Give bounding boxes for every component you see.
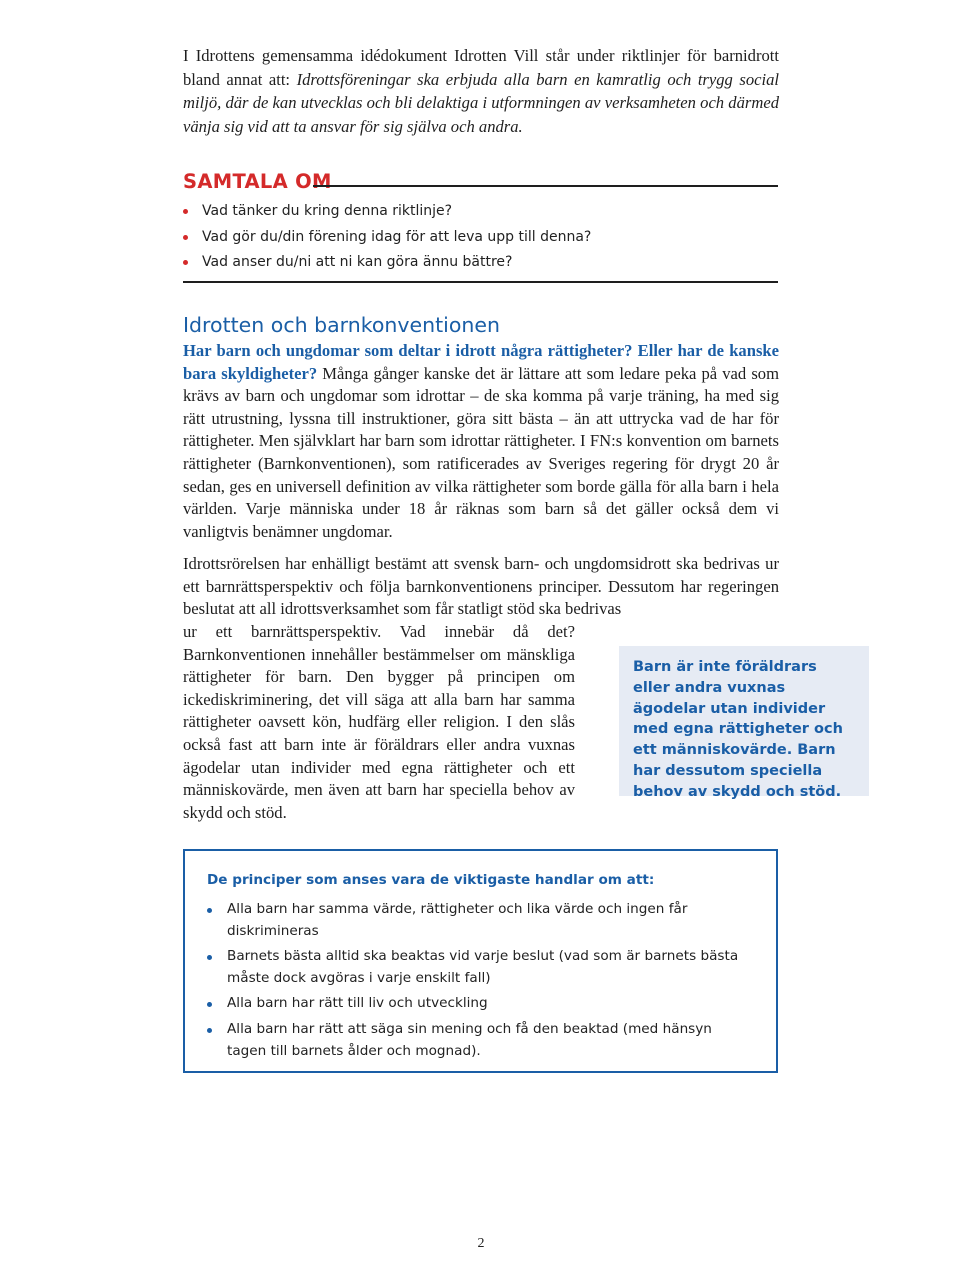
question-text: Vad anser du/ni att ni kan göra ännu bättre? xyxy=(202,254,513,270)
samtala-question-list xyxy=(183,199,591,276)
intro-quote: Idrottsföreningar ska erbjuda alla barn en kamratlig och trygg social miljö, där de kan utvecklas och bli delaktiga i utformningen av verksamheten och därmed vänja sig vid att ta ansvar för sig själva och andra. xyxy=(183,69,780,136)
principle-text: Alla barn har rätt till liv och utveckling xyxy=(227,995,488,1012)
bullet-icon xyxy=(183,260,188,265)
principle-text: Barnets bästa alltid ska beaktas vid varje beslut (vad som är barnets bästa måste dock avgöras i varje enskilt fall) xyxy=(227,948,739,986)
section-lead: Har barn och ungdomar som deltar i idrott några rättigheter? Eller har de kanske bara skyldigheter? xyxy=(183,341,779,383)
principles-heading: De principer som anses vara de viktigaste handlar om att: xyxy=(207,872,655,888)
list-item xyxy=(183,199,591,225)
list-item xyxy=(207,946,754,989)
list-item xyxy=(183,250,591,276)
list-item xyxy=(183,225,591,251)
samtala-rule-bottom xyxy=(183,281,778,283)
paragraph-full-width: Idrottsrörelsen har enhälligt bestämt att svensk barn- och ungdomsidrott ska bedrivas ur ett barnrättsperspektiv och följa barnkonventionens principer. Dessutom har regeringen beslutat att all idrottsverksamhet som får statligt stöd ska bedrivas xyxy=(183,554,779,619)
bullet-icon xyxy=(207,908,212,913)
list-item xyxy=(207,899,754,942)
list-item xyxy=(207,993,754,1015)
bullet-icon xyxy=(183,209,188,214)
principles-box xyxy=(183,849,778,1073)
samtala-heading: SAMTALA OM xyxy=(183,170,332,193)
question-text: Vad tänker du kring denna riktlinje? xyxy=(202,203,453,219)
intro-lead: I Idrottens gemensamma idédokument Idrotten Vill står under riktlinjer för barnidrott bland annat att: xyxy=(183,46,779,89)
callout-box xyxy=(619,646,869,800)
section-heading: Idrotten och barnkonventionen xyxy=(183,313,501,337)
bullet-icon xyxy=(207,1002,212,1007)
callout-text: Barn är inte föräldrars eller andra vuxnas ägodelar utan individer med egna rättigheter och ett människovärde. Barn har dessutom speciella behov av skydd och stöd. xyxy=(633,659,843,800)
principles-list xyxy=(207,899,754,1062)
bullet-icon xyxy=(207,1028,212,1033)
intro-paragraph xyxy=(183,44,779,138)
principle-text: Alla barn har samma värde, rättigheter och lika värde och ingen får diskrimineras xyxy=(227,901,688,939)
page-number: 2 xyxy=(477,1236,485,1251)
section-body-text: Många gånger kanske det är lättare att som ledare peka på vad som krävs av barn och ungdomar som idrottar – de ska komma på varje träning, ha med sig rätt utrustning, lyssna till instruktioner, göra sitt bästa – än att uttrycka vad de har för rättigheter. Men självklart har barn som idrottar rättigheter. I FN:s konvention om barnets rättigheter (Barnkonventionen), som ratificerades av Sveriges regering för drygt 20 år sedan, ges en universell definition av vilka rättigheter som borde gälla för alla barn i hela världen. Varje människa under 18 år räknas som barn så det gäller också dem vi vanligtvis benämner ungdomar. xyxy=(183,363,779,541)
paragraph-narrow: ur ett barnrättsperspektiv. Vad innebär då det? Barnkonventionen innehåller bestämmelser om mänskliga rättigheter för barn. Den bygger på principen om ickediskriminering, det vill säga att alla barn har samma rättigheter oavsett kön, hudfärg eller religion. I den slås också fast att barn inte är föräldrars eller andra vuxnas ägodelar utan individer med egna rättigheter och ett människovärde, men även att barn har speciella behov av skydd och stöd. xyxy=(183,622,575,822)
bullet-icon xyxy=(183,235,188,240)
question-text: Vad gör du/din förening idag för att leva upp till denna? xyxy=(202,228,592,245)
section-body xyxy=(183,340,779,543)
list-item xyxy=(207,1019,754,1062)
bullet-icon xyxy=(207,955,212,960)
principle-text: Alla barn har rätt att säga sin mening och få den beaktad (med hänsyn tagen till barnets ålder och mognad). xyxy=(227,1020,712,1059)
samtala-rule-top xyxy=(313,185,778,187)
